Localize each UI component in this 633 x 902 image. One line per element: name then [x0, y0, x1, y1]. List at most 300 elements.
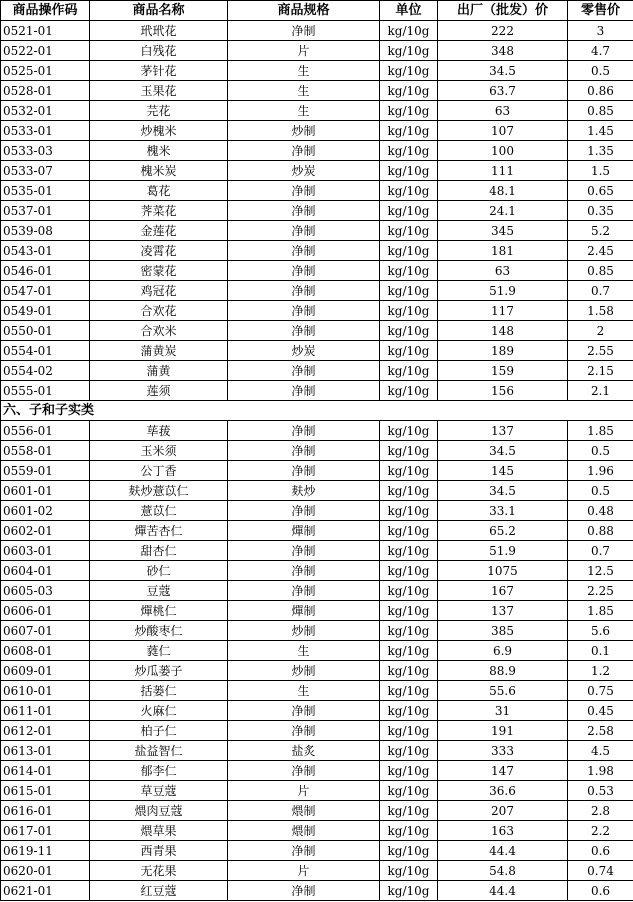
cell-retail-price: 2.45	[568, 241, 633, 261]
cell-product-name: 燀苦杏仁	[90, 521, 228, 541]
table-row	[1, 801, 633, 821]
cell-wholesale-price: 55.6	[438, 681, 568, 701]
section-heading-row	[1, 401, 633, 421]
cell-retail-price: 1.96	[568, 461, 633, 481]
cell-product-code: 0610-01	[1, 681, 90, 701]
cell-product-spec: 炒炭	[228, 341, 380, 361]
cell-product-name: 炒酸枣仁	[90, 621, 228, 641]
cell-product-code: 0601-01	[1, 481, 90, 501]
table-row	[1, 121, 633, 141]
cell-product-code: 0528-01	[1, 81, 90, 101]
cell-unit: kg/10g	[380, 701, 438, 721]
cell-product-name: 炒槐米	[90, 121, 228, 141]
cell-unit: kg/10g	[380, 861, 438, 881]
cell-unit: kg/10g	[380, 141, 438, 161]
cell-product-code: 0612-01	[1, 721, 90, 741]
cell-wholesale-price: 333	[438, 741, 568, 761]
cell-retail-price: 0.45	[568, 701, 633, 721]
cell-wholesale-price: 34.5	[438, 481, 568, 501]
table-row	[1, 661, 633, 681]
cell-product-spec: 净制	[228, 881, 380, 901]
cell-product-name: 白残花	[90, 41, 228, 61]
table-row	[1, 281, 633, 301]
cell-unit: kg/10g	[380, 561, 438, 581]
table-row	[1, 581, 633, 601]
cell-unit: kg/10g	[380, 761, 438, 781]
cell-product-code: 0602-01	[1, 521, 90, 541]
cell-wholesale-price: 111	[438, 161, 568, 181]
header-product-code: 商品操作码	[1, 1, 90, 21]
cell-product-spec: 净制	[228, 421, 380, 441]
cell-wholesale-price: 191	[438, 721, 568, 741]
cell-unit: kg/10g	[380, 261, 438, 281]
cell-product-name: 公丁香	[90, 461, 228, 481]
table-row	[1, 361, 633, 381]
table-row	[1, 781, 633, 801]
cell-unit: kg/10g	[380, 221, 438, 241]
cell-product-name: 麸炒薏苡仁	[90, 481, 228, 501]
cell-wholesale-price: 100	[438, 141, 568, 161]
table-row	[1, 201, 633, 221]
cell-product-code: 0614-01	[1, 761, 90, 781]
cell-unit: kg/10g	[380, 321, 438, 341]
cell-retail-price: 0.85	[568, 101, 633, 121]
cell-product-name: 荠菜花	[90, 201, 228, 221]
cell-product-spec: 炒制	[228, 121, 380, 141]
cell-product-code: 0546-01	[1, 261, 90, 281]
cell-product-spec: 生	[228, 61, 380, 81]
cell-wholesale-price: 48.1	[438, 181, 568, 201]
cell-retail-price: 1.58	[568, 301, 633, 321]
table-row	[1, 701, 633, 721]
cell-product-spec: 净制	[228, 541, 380, 561]
cell-product-spec: 生	[228, 681, 380, 701]
cell-product-spec: 净制	[228, 441, 380, 461]
cell-retail-price: 1.45	[568, 121, 633, 141]
cell-product-code: 0616-01	[1, 801, 90, 821]
cell-unit: kg/10g	[380, 441, 438, 461]
cell-product-spec: 燀制	[228, 521, 380, 541]
cell-product-name: 玉果花	[90, 81, 228, 101]
cell-retail-price: 1.85	[568, 601, 633, 621]
cell-product-spec: 煨制	[228, 801, 380, 821]
cell-retail-price: 4.5	[568, 741, 633, 761]
cell-product-spec: 生	[228, 101, 380, 121]
cell-wholesale-price: 65.2	[438, 521, 568, 541]
table-row	[1, 861, 633, 881]
cell-wholesale-price: 63	[438, 101, 568, 121]
cell-product-name: 蕤仁	[90, 641, 228, 661]
cell-product-code: 0533-07	[1, 161, 90, 181]
cell-retail-price: 2.8	[568, 801, 633, 821]
cell-product-name: 甜杏仁	[90, 541, 228, 561]
cell-product-spec: 净制	[228, 241, 380, 261]
cell-unit: kg/10g	[380, 241, 438, 261]
cell-unit: kg/10g	[380, 721, 438, 741]
cell-wholesale-price: 63.7	[438, 81, 568, 101]
cell-product-code: 0558-01	[1, 441, 90, 461]
cell-retail-price: 0.74	[568, 861, 633, 881]
cell-retail-price: 2.25	[568, 581, 633, 601]
cell-unit: kg/10g	[380, 521, 438, 541]
cell-unit: kg/10g	[380, 281, 438, 301]
cell-product-code: 0532-01	[1, 101, 90, 121]
cell-product-code: 0543-01	[1, 241, 90, 261]
cell-wholesale-price: 156	[438, 381, 568, 401]
cell-product-name: 红豆蔻	[90, 881, 228, 901]
cell-product-spec: 净制	[228, 261, 380, 281]
cell-unit: kg/10g	[380, 541, 438, 561]
cell-product-spec: 净制	[228, 561, 380, 581]
cell-unit: kg/10g	[380, 801, 438, 821]
table-row	[1, 421, 633, 441]
cell-retail-price: 5.6	[568, 621, 633, 641]
table-row	[1, 301, 633, 321]
table-body	[1, 21, 633, 901]
cell-product-spec: 净制	[228, 581, 380, 601]
cell-product-name: 郁李仁	[90, 761, 228, 781]
table-row	[1, 21, 633, 41]
cell-unit: kg/10g	[380, 881, 438, 901]
cell-product-code: 0619-11	[1, 841, 90, 861]
table-row	[1, 621, 633, 641]
cell-product-spec: 炒炭	[228, 161, 380, 181]
cell-unit: kg/10g	[380, 741, 438, 761]
cell-unit: kg/10g	[380, 641, 438, 661]
header-retail-price: 零售价	[568, 1, 633, 21]
cell-retail-price: 0.53	[568, 781, 633, 801]
cell-unit: kg/10g	[380, 381, 438, 401]
cell-product-spec: 麸炒	[228, 481, 380, 501]
cell-product-name: 括蒌仁	[90, 681, 228, 701]
cell-retail-price: 0.7	[568, 281, 633, 301]
cell-unit: kg/10g	[380, 341, 438, 361]
cell-product-name: 薏苡仁	[90, 501, 228, 521]
cell-wholesale-price: 345	[438, 221, 568, 241]
cell-product-code: 0620-01	[1, 861, 90, 881]
cell-product-spec: 煨制	[228, 821, 380, 841]
table-row	[1, 41, 633, 61]
cell-retail-price: 1.85	[568, 421, 633, 441]
cell-product-code: 0609-01	[1, 661, 90, 681]
cell-wholesale-price: 44.4	[438, 881, 568, 901]
cell-product-name: 燀桃仁	[90, 601, 228, 621]
cell-retail-price: 0.75	[568, 681, 633, 701]
cell-wholesale-price: 147	[438, 761, 568, 781]
table-row	[1, 481, 633, 501]
cell-retail-price: 0.7	[568, 541, 633, 561]
cell-retail-price: 3	[568, 21, 633, 41]
cell-wholesale-price: 63	[438, 261, 568, 281]
cell-retail-price: 1.98	[568, 761, 633, 781]
cell-product-spec: 净制	[228, 301, 380, 321]
cell-product-spec: 片	[228, 41, 380, 61]
cell-retail-price: 5.2	[568, 221, 633, 241]
cell-product-code: 0547-01	[1, 281, 90, 301]
cell-unit: kg/10g	[380, 601, 438, 621]
cell-product-spec: 净制	[228, 461, 380, 481]
cell-product-spec: 炒制	[228, 661, 380, 681]
cell-product-name: 荜菝	[90, 421, 228, 441]
cell-product-name: 砂仁	[90, 561, 228, 581]
cell-wholesale-price: 51.9	[438, 541, 568, 561]
cell-wholesale-price: 34.5	[438, 61, 568, 81]
cell-product-spec: 净制	[228, 841, 380, 861]
table-row	[1, 761, 633, 781]
cell-product-spec: 净制	[228, 381, 380, 401]
cell-unit: kg/10g	[380, 841, 438, 861]
cell-retail-price: 0.65	[568, 181, 633, 201]
table-row	[1, 341, 633, 361]
table-row	[1, 721, 633, 741]
cell-retail-price: 2.2	[568, 821, 633, 841]
cell-product-name: 煨肉豆蔻	[90, 801, 228, 821]
cell-product-code: 0611-01	[1, 701, 90, 721]
cell-product-code: 0537-01	[1, 201, 90, 221]
cell-product-code: 0549-01	[1, 301, 90, 321]
cell-product-code: 0521-01	[1, 21, 90, 41]
table-row	[1, 681, 633, 701]
header-unit: 单位	[380, 1, 438, 21]
cell-retail-price: 0.85	[568, 261, 633, 281]
cell-wholesale-price: 148	[438, 321, 568, 341]
table-row	[1, 541, 633, 561]
cell-product-name: 炒瓜蒌子	[90, 661, 228, 681]
header-wholesale-price: 出厂（批发）价	[438, 1, 568, 21]
table-row	[1, 641, 633, 661]
cell-product-name: 玳玳花	[90, 21, 228, 41]
cell-unit: kg/10g	[380, 421, 438, 441]
cell-product-name: 柏子仁	[90, 721, 228, 741]
cell-wholesale-price: 207	[438, 801, 568, 821]
cell-product-name: 槐米	[90, 141, 228, 161]
table-row	[1, 61, 633, 81]
cell-product-spec: 生	[228, 641, 380, 661]
cell-unit: kg/10g	[380, 681, 438, 701]
cell-product-code: 0621-01	[1, 881, 90, 901]
cell-product-spec: 净制	[228, 701, 380, 721]
cell-product-name: 莲须	[90, 381, 228, 401]
header-product-name: 商品名称	[90, 1, 228, 21]
cell-wholesale-price: 137	[438, 601, 568, 621]
cell-retail-price: 1.2	[568, 661, 633, 681]
cell-product-code: 0601-02	[1, 501, 90, 521]
table-row	[1, 521, 633, 541]
cell-product-name: 豆蔻	[90, 581, 228, 601]
cell-retail-price: 0.88	[568, 521, 633, 541]
cell-unit: kg/10g	[380, 61, 438, 81]
cell-product-code: 0533-01	[1, 121, 90, 141]
cell-unit: kg/10g	[380, 661, 438, 681]
cell-wholesale-price: 189	[438, 341, 568, 361]
cell-product-name: 盐益智仁	[90, 741, 228, 761]
cell-product-name: 合欢花	[90, 301, 228, 321]
cell-wholesale-price: 34.5	[438, 441, 568, 461]
cell-product-spec: 净制	[228, 321, 380, 341]
cell-wholesale-price: 348	[438, 41, 568, 61]
cell-unit: kg/10g	[380, 481, 438, 501]
table-row	[1, 441, 633, 461]
cell-unit: kg/10g	[380, 21, 438, 41]
cell-product-name: 金莲花	[90, 221, 228, 241]
cell-wholesale-price: 163	[438, 821, 568, 841]
cell-wholesale-price: 145	[438, 461, 568, 481]
cell-product-code: 0554-01	[1, 341, 90, 361]
cell-retail-price: 0.48	[568, 501, 633, 521]
table-row	[1, 321, 633, 341]
cell-product-name: 鸡冠花	[90, 281, 228, 301]
cell-wholesale-price: 167	[438, 581, 568, 601]
cell-wholesale-price: 44.4	[438, 841, 568, 861]
cell-retail-price: 2.15	[568, 361, 633, 381]
cell-product-spec: 净制	[228, 361, 380, 381]
cell-product-spec: 净制	[228, 281, 380, 301]
cell-product-code: 0603-01	[1, 541, 90, 561]
cell-product-name: 火麻仁	[90, 701, 228, 721]
cell-product-code: 0617-01	[1, 821, 90, 841]
cell-unit: kg/10g	[380, 301, 438, 321]
cell-product-code: 0605-03	[1, 581, 90, 601]
cell-product-name: 合欢米	[90, 321, 228, 341]
cell-product-spec: 净制	[228, 141, 380, 161]
table-row	[1, 181, 633, 201]
table-row	[1, 101, 633, 121]
table-row	[1, 141, 633, 161]
cell-wholesale-price: 385	[438, 621, 568, 641]
cell-wholesale-price: 6.9	[438, 641, 568, 661]
cell-wholesale-price: 137	[438, 421, 568, 441]
cell-product-spec: 净制	[228, 201, 380, 221]
cell-wholesale-price: 181	[438, 241, 568, 261]
cell-retail-price: 0.6	[568, 841, 633, 861]
cell-wholesale-price: 159	[438, 361, 568, 381]
cell-retail-price: 0.35	[568, 201, 633, 221]
cell-retail-price: 2	[568, 321, 633, 341]
cell-unit: kg/10g	[380, 361, 438, 381]
table-row	[1, 841, 633, 861]
cell-product-spec: 片	[228, 781, 380, 801]
table-row	[1, 821, 633, 841]
cell-product-code: 0613-01	[1, 741, 90, 761]
table-row	[1, 561, 633, 581]
cell-product-spec: 生	[228, 81, 380, 101]
cell-unit: kg/10g	[380, 461, 438, 481]
table-row	[1, 241, 633, 261]
table-row	[1, 221, 633, 241]
cell-product-code: 0608-01	[1, 641, 90, 661]
cell-retail-price: 2.58	[568, 721, 633, 741]
cell-product-spec: 净制	[228, 181, 380, 201]
cell-retail-price: 1.35	[568, 141, 633, 161]
cell-unit: kg/10g	[380, 501, 438, 521]
cell-unit: kg/10g	[380, 81, 438, 101]
cell-product-code: 0604-01	[1, 561, 90, 581]
cell-product-spec: 盐炙	[228, 741, 380, 761]
cell-product-code: 0559-01	[1, 461, 90, 481]
table-row	[1, 81, 633, 101]
cell-product-code: 0556-01	[1, 421, 90, 441]
cell-product-name: 凌霄花	[90, 241, 228, 261]
cell-product-code: 0607-01	[1, 621, 90, 641]
cell-unit: kg/10g	[380, 101, 438, 121]
table-row	[1, 501, 633, 521]
cell-wholesale-price: 222	[438, 21, 568, 41]
cell-product-spec: 净制	[228, 221, 380, 241]
cell-product-spec: 炒制	[228, 621, 380, 641]
header-product-spec: 商品规格	[228, 1, 380, 21]
cell-product-code: 0550-01	[1, 321, 90, 341]
cell-retail-price: 2.55	[568, 341, 633, 361]
cell-retail-price: 0.5	[568, 481, 633, 501]
cell-product-spec: 净制	[228, 501, 380, 521]
cell-product-spec: 净制	[228, 761, 380, 781]
cell-product-code: 0535-01	[1, 181, 90, 201]
cell-product-spec: 燀制	[228, 601, 380, 621]
cell-product-spec: 净制	[228, 21, 380, 41]
cell-wholesale-price: 117	[438, 301, 568, 321]
cell-wholesale-price: 88.9	[438, 661, 568, 681]
cell-product-code: 0554-02	[1, 361, 90, 381]
cell-product-code: 0606-01	[1, 601, 90, 621]
cell-product-name: 无花果	[90, 861, 228, 881]
cell-product-name: 葛花	[90, 181, 228, 201]
cell-product-code: 0522-01	[1, 41, 90, 61]
cell-product-name: 西青果	[90, 841, 228, 861]
cell-product-name: 玉米须	[90, 441, 228, 461]
cell-wholesale-price: 1075	[438, 561, 568, 581]
cell-unit: kg/10g	[380, 181, 438, 201]
cell-retail-price: 4.7	[568, 41, 633, 61]
table-row	[1, 741, 633, 761]
cell-retail-price: 0.5	[568, 61, 633, 81]
table-row	[1, 381, 633, 401]
cell-product-name: 蒲黄炭	[90, 341, 228, 361]
cell-retail-price: 0.6	[568, 881, 633, 901]
cell-retail-price: 0.86	[568, 81, 633, 101]
cell-wholesale-price: 33.1	[438, 501, 568, 521]
cell-product-name: 草豆蔻	[90, 781, 228, 801]
cell-wholesale-price: 24.1	[438, 201, 568, 221]
cell-product-code: 0555-01	[1, 381, 90, 401]
cell-product-name: 槐米炭	[90, 161, 228, 181]
cell-retail-price: 12.5	[568, 561, 633, 581]
cell-product-code: 0533-03	[1, 141, 90, 161]
cell-product-code: 0525-01	[1, 61, 90, 81]
cell-retail-price: 1.5	[568, 161, 633, 181]
cell-unit: kg/10g	[380, 821, 438, 841]
header-row	[1, 1, 633, 21]
table-row	[1, 601, 633, 621]
cell-unit: kg/10g	[380, 121, 438, 141]
table-row	[1, 461, 633, 481]
section-heading: 六、子和子实类	[1, 401, 633, 421]
cell-unit: kg/10g	[380, 41, 438, 61]
table-row	[1, 881, 633, 901]
cell-product-name: 芫花	[90, 101, 228, 121]
cell-retail-price: 2.1	[568, 381, 633, 401]
cell-product-code: 0539-08	[1, 221, 90, 241]
cell-unit: kg/10g	[380, 581, 438, 601]
table-row	[1, 161, 633, 181]
cell-product-spec: 净制	[228, 721, 380, 741]
cell-unit: kg/10g	[380, 621, 438, 641]
cell-product-name: 蒲黄	[90, 361, 228, 381]
cell-wholesale-price: 51.9	[438, 281, 568, 301]
cell-unit: kg/10g	[380, 781, 438, 801]
cell-retail-price: 0.1	[568, 641, 633, 661]
cell-unit: kg/10g	[380, 201, 438, 221]
cell-wholesale-price: 31	[438, 701, 568, 721]
